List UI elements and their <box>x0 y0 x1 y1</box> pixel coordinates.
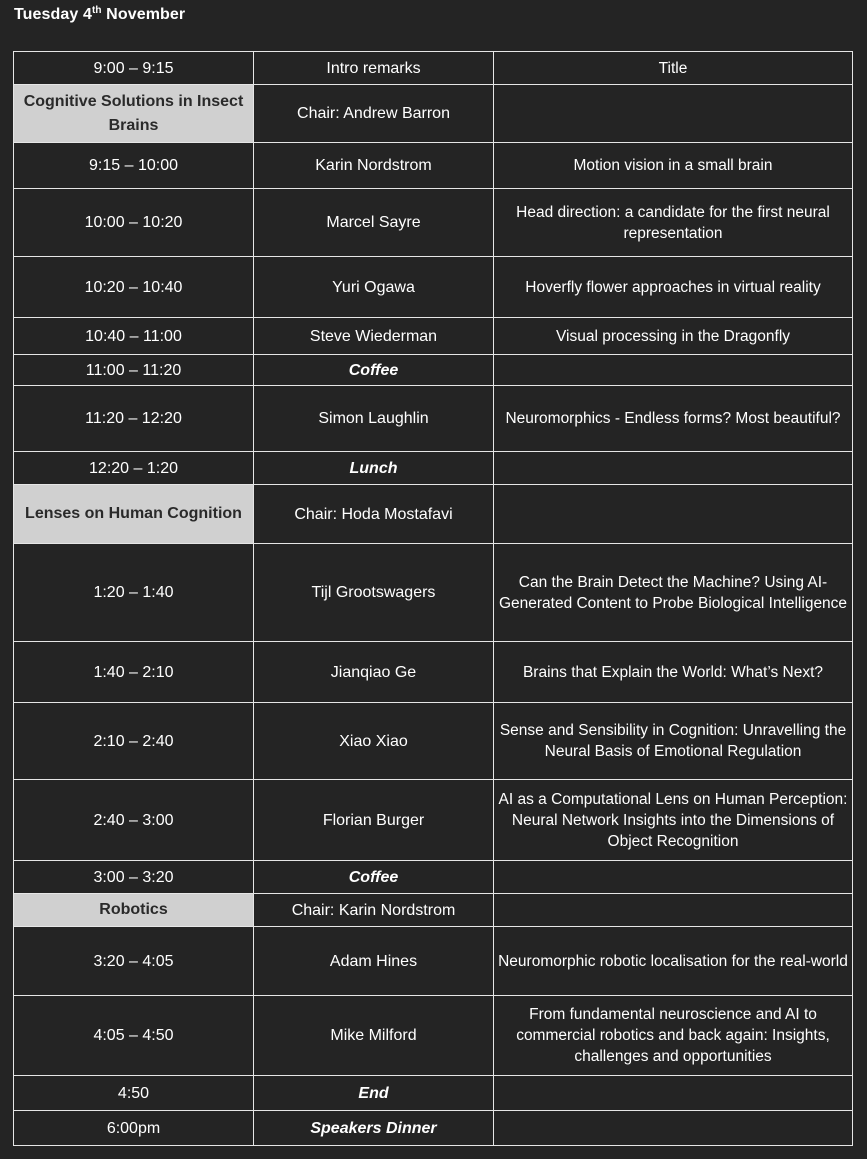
title-cell <box>494 85 853 143</box>
time-cell: 1:40 – 2:10 <box>14 642 254 703</box>
time-cell: 6:00pm <box>14 1111 254 1146</box>
title-cell: Motion vision in a small brain <box>494 143 853 189</box>
speaker-cell: Steve Wiederman <box>254 318 494 355</box>
chair-cell: Chair: Karin Nordstrom <box>254 894 494 927</box>
time-cell: 10:40 – 11:00 <box>14 318 254 355</box>
table-row <box>14 257 853 318</box>
break-label: Coffee <box>254 861 494 894</box>
time-cell: 11:20 – 12:20 <box>14 386 254 452</box>
break-row <box>14 355 853 386</box>
title-cell: Brains that Explain the World: What’s Next? <box>494 642 853 703</box>
speaker-cell: Simon Laughlin <box>254 386 494 452</box>
break-row <box>14 861 853 894</box>
time-cell: 12:20 – 1:20 <box>14 452 254 485</box>
table-row <box>14 642 853 703</box>
table-row <box>14 52 853 85</box>
time-cell: 3:00 – 3:20 <box>14 861 254 894</box>
table-row <box>14 996 853 1076</box>
time-cell: 9:00 – 9:15 <box>14 52 254 85</box>
speaker-cell: Adam Hines <box>254 927 494 996</box>
table-row <box>14 780 853 861</box>
title-cell <box>494 894 853 927</box>
time-cell: 3:20 – 4:05 <box>14 927 254 996</box>
time-cell: 11:00 – 11:20 <box>14 355 254 386</box>
day-suffix: th <box>91 5 102 16</box>
section-row <box>14 485 853 544</box>
section-row <box>14 894 853 927</box>
speaker-cell: Intro remarks <box>254 52 494 85</box>
section-row <box>14 85 853 143</box>
title-cell: Can the Brain Detect the Machine? Using AI-Generated Content to Probe Biological Intelligence <box>494 544 853 642</box>
break-label: Coffee <box>254 355 494 386</box>
speaker-cell: Xiao Xiao <box>254 703 494 780</box>
title-cell: Head direction: a candidate for the first neural representation <box>494 189 853 257</box>
speaker-cell: Jianqiao Ge <box>254 642 494 703</box>
time-cell: 9:15 – 10:00 <box>14 143 254 189</box>
time-cell: 2:40 – 3:00 <box>14 780 254 861</box>
time-cell: 10:00 – 10:20 <box>14 189 254 257</box>
speaker-cell: Mike Milford <box>254 996 494 1076</box>
title-cell: Title <box>494 52 853 85</box>
page-title <box>14 6 185 24</box>
month-label: November <box>101 6 186 23</box>
break-label: Lunch <box>254 452 494 485</box>
time-cell: 10:20 – 10:40 <box>14 257 254 318</box>
table-row <box>14 143 853 189</box>
speaker-cell: Florian Burger <box>254 780 494 861</box>
speaker-cell: Marcel Sayre <box>254 189 494 257</box>
title-cell <box>494 452 853 485</box>
title-cell <box>494 1076 853 1111</box>
title-cell: Neuromorphics - Endless forms? Most beautiful? <box>494 386 853 452</box>
title-cell: Neuromorphic robotic localisation for the real-world <box>494 927 853 996</box>
title-cell: Hoverfly flower approaches in virtual reality <box>494 257 853 318</box>
title-cell <box>494 1111 853 1146</box>
title-cell <box>494 861 853 894</box>
time-cell: 2:10 – 2:40 <box>14 703 254 780</box>
time-cell: 4:05 – 4:50 <box>14 996 254 1076</box>
title-cell <box>494 485 853 544</box>
section-title: Lenses on Human Cognition <box>14 485 254 544</box>
day-label: Tuesday 4 <box>14 6 92 23</box>
title-cell: Sense and Sensibility in Cognition: Unravelling the Neural Basis of Emotional Regulation <box>494 703 853 780</box>
time-cell: 1:20 – 1:40 <box>14 544 254 642</box>
time-cell: 4:50 <box>14 1076 254 1111</box>
schedule-table <box>13 51 853 1146</box>
break-label: End <box>254 1076 494 1111</box>
table-row <box>14 318 853 355</box>
chair-cell: Chair: Hoda Mostafavi <box>254 485 494 544</box>
section-title: Cognitive Solutions in Insect Brains <box>14 85 254 143</box>
table-row <box>14 544 853 642</box>
table-row <box>14 386 853 452</box>
table-row <box>14 927 853 996</box>
table-row <box>14 189 853 257</box>
break-row <box>14 452 853 485</box>
section-title: Robotics <box>14 894 254 927</box>
speaker-cell: Yuri Ogawa <box>254 257 494 318</box>
title-cell: Visual processing in the Dragonfly <box>494 318 853 355</box>
title-cell: From fundamental neuroscience and AI to commercial robotics and back again: Insights, challenges and opportunities <box>494 996 853 1076</box>
title-cell <box>494 355 853 386</box>
speaker-cell: Tijl Grootswagers <box>254 544 494 642</box>
table-row <box>14 703 853 780</box>
speaker-cell: Karin Nordstrom <box>254 143 494 189</box>
break-row <box>14 1111 853 1146</box>
break-label: Speakers Dinner <box>254 1111 494 1146</box>
title-cell: AI as a Computational Lens on Human Perception: Neural Network Insights into the Dimensions of Object Recognition <box>494 780 853 861</box>
break-row <box>14 1076 853 1111</box>
chair-cell: Chair: Andrew Barron <box>254 85 494 143</box>
